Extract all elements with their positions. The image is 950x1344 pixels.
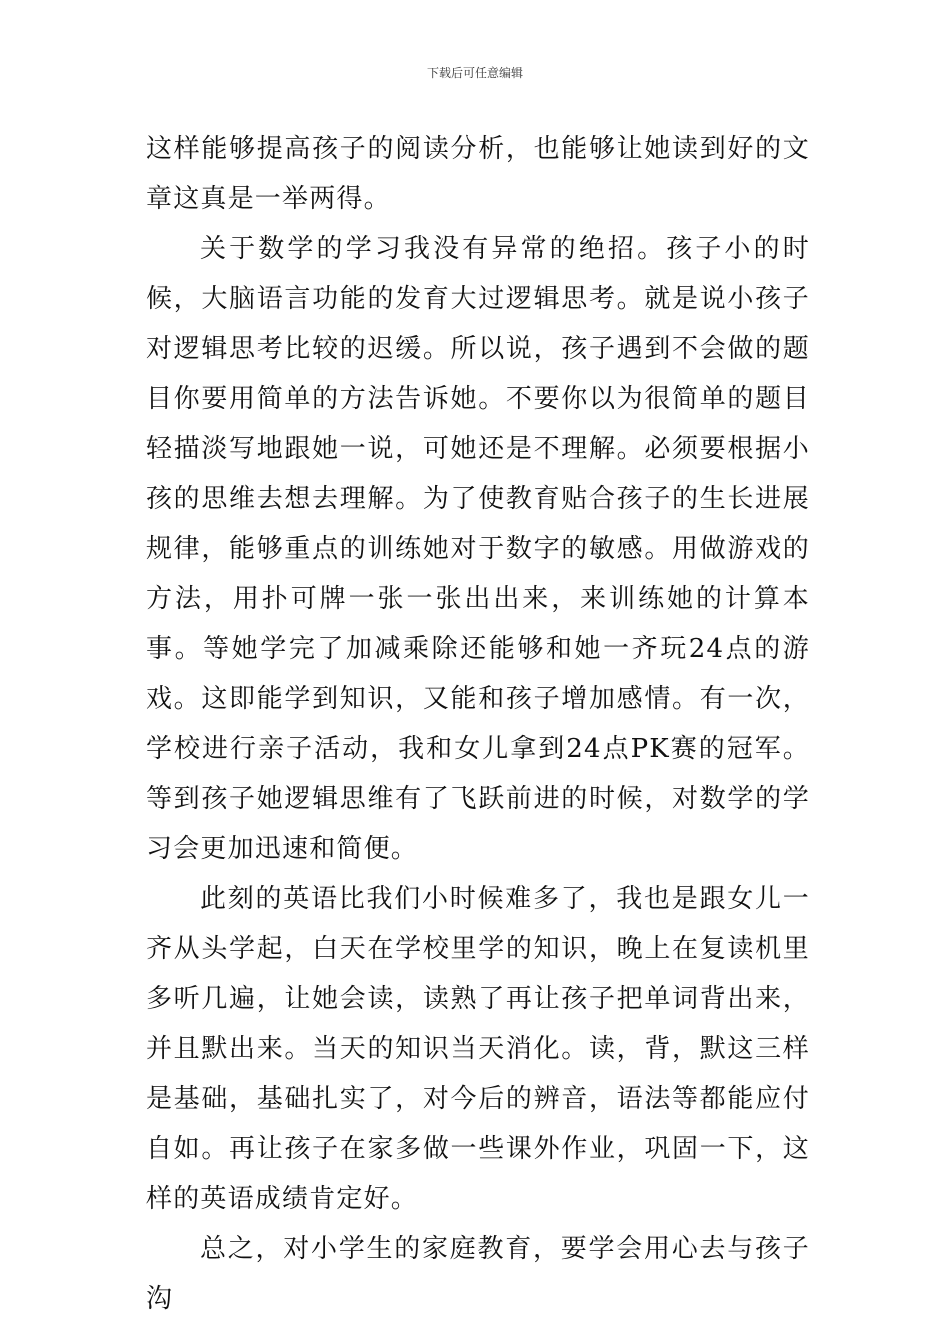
page-header: 下载后可任意编辑 xyxy=(426,66,523,80)
paragraph-reading-continuation: 这样能够提高孩子的阅读分析，也能够让她读到好的文章这真是一举两得。 xyxy=(146,134,810,214)
paragraph-math-learning: 关于数学的学习我没有异常的绝招。孩子小的时候，大脑语言功能的发育大过逻辑思考。就是说小孩子对逻辑思考比较的迟缓。所以说，孩子遇到不会做的题目你要用简单的方法告诉她。不要你以为很简单的题目轻描淡写地跟她一说，可她还是不理解。必须要根据小孩的思维去想去理解。为了使教育贴合孩子的生长进展规律，能够重点的训练她对于数字的敏感。用做游戏的方法，用扑可牌一张一张出出来，来训练她的计算本事。等她学完了加减乘除还能够和她一齐玩24点的游戏。这即能学到知识，又能和孩子增加感情。有一次，学校进行亲子活动，我和女儿拿到24点PK赛的冠军。等到孩子她逻辑思维有了飞跃前进的时候，对数学的学习会更加迅速和简便。 xyxy=(146,234,810,864)
document-body xyxy=(146,124,810,1324)
paragraph-conclusion: 总之，对小学生的家庭教育，要学会用心去与孩子沟 xyxy=(146,1234,810,1314)
paragraph-english-learning: 此刻的英语比我们小时候难多了，我也是跟女儿一齐从头学起，白天在学校里学的知识，晚上在复读机里多听几遍，让她会读，读熟了再让孩子把单词背出来，并且默出来。当天的知识当天消化。读，背，默这三样是基础，基础扎实了，对今后的辨音，语法等都能应付自如。再让孩子在家多做一些课外作业，巩固一下，这样的英语成绩肯定好。 xyxy=(146,884,810,1214)
